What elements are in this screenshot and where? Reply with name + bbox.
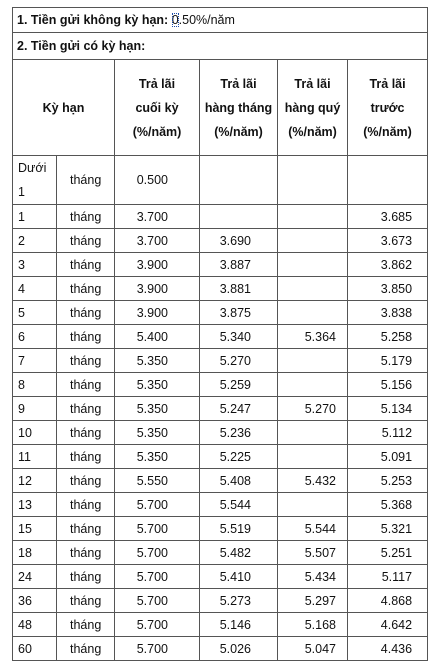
header-term: Kỳ hạn — [13, 60, 115, 156]
quarterly-rate-cell: 5.364 — [278, 325, 348, 349]
prepaid-rate-cell: 3.862 — [348, 253, 428, 277]
unit-cell: tháng — [57, 349, 115, 373]
unit-cell: tháng — [57, 397, 115, 421]
table-row — [13, 229, 428, 253]
term-cell: 15 — [13, 517, 57, 541]
end-of-term-rate-cell: 3.900 — [115, 301, 200, 325]
table-row — [13, 421, 428, 445]
end-of-term-rate-cell: 5.350 — [115, 349, 200, 373]
table-row — [13, 517, 428, 541]
demand-deposit-rate-selected[interactable]: 0 — [171, 13, 179, 27]
unit-cell: tháng — [57, 253, 115, 277]
prepaid-rate-cell: 5.156 — [348, 373, 428, 397]
prepaid-rate-cell: 4.868 — [348, 589, 428, 613]
quarterly-rate-cell: 5.544 — [278, 517, 348, 541]
prepaid-rate-cell: 5.091 — [348, 445, 428, 469]
demand-deposit-label: 1. Tiền gửi không kỳ hạn: — [17, 13, 169, 27]
demand-deposit-rate: .50%/năm — [178, 13, 235, 27]
monthly-rate-cell: 5.519 — [200, 517, 278, 541]
header-monthly: Trả lãi hàng tháng (%/năm) — [200, 60, 278, 156]
term-cell: 7 — [13, 349, 57, 373]
end-of-term-rate-cell: 5.700 — [115, 517, 200, 541]
monthly-rate-cell: 3.875 — [200, 301, 278, 325]
prepaid-rate-cell: 5.117 — [348, 565, 428, 589]
unit-cell: tháng — [57, 469, 115, 493]
monthly-rate-cell: 5.270 — [200, 349, 278, 373]
term-cell: 9 — [13, 397, 57, 421]
end-of-term-rate-cell: 5.400 — [115, 325, 200, 349]
end-of-term-rate-cell: 5.700 — [115, 541, 200, 565]
quarterly-rate-cell — [278, 301, 348, 325]
header-end-of-term: Trả lãi cuối kỳ (%/năm) — [115, 60, 200, 156]
monthly-rate-cell: 5.259 — [200, 373, 278, 397]
end-of-term-rate-cell: 3.900 — [115, 277, 200, 301]
interest-rate-table — [12, 7, 428, 661]
monthly-rate-cell: 5.410 — [200, 565, 278, 589]
term-cell: 60 — [13, 637, 57, 661]
quarterly-rate-cell: 5.270 — [278, 397, 348, 421]
prepaid-rate-cell — [348, 156, 428, 205]
prepaid-rate-cell: 4.436 — [348, 637, 428, 661]
header-quarterly: Trả lãi hàng quý (%/năm) — [278, 60, 348, 156]
quarterly-rate-cell — [278, 156, 348, 205]
term-cell: 8 — [13, 373, 57, 397]
unit-cell: tháng — [57, 421, 115, 445]
monthly-rate-cell: 5.225 — [200, 445, 278, 469]
monthly-rate-cell: 5.544 — [200, 493, 278, 517]
term-cell: 18 — [13, 541, 57, 565]
term-cell: 36 — [13, 589, 57, 613]
monthly-rate-cell: 5.247 — [200, 397, 278, 421]
table-row — [13, 301, 428, 325]
term-cell: 5 — [13, 301, 57, 325]
end-of-term-rate-cell: 5.700 — [115, 589, 200, 613]
unit-cell: tháng — [57, 229, 115, 253]
quarterly-rate-cell: 5.047 — [278, 637, 348, 661]
term-cell: 11 — [13, 445, 57, 469]
prepaid-rate-cell: 5.251 — [348, 541, 428, 565]
unit-cell: tháng — [57, 445, 115, 469]
table-row — [13, 373, 428, 397]
monthly-rate-cell: 5.408 — [200, 469, 278, 493]
table-row — [13, 613, 428, 637]
unit-cell: tháng — [57, 613, 115, 637]
prepaid-rate-cell: 5.134 — [348, 397, 428, 421]
quarterly-rate-cell — [278, 445, 348, 469]
interest-rate-table-wrapper — [12, 7, 427, 661]
table-row — [13, 541, 428, 565]
end-of-term-rate-cell: 5.550 — [115, 469, 200, 493]
prepaid-rate-cell: 4.642 — [348, 613, 428, 637]
end-of-term-rate-cell: 5.350 — [115, 445, 200, 469]
table-row — [13, 325, 428, 349]
unit-cell: tháng — [57, 325, 115, 349]
end-of-term-rate-cell: 5.700 — [115, 493, 200, 517]
monthly-rate-cell: 5.273 — [200, 589, 278, 613]
unit-cell: tháng — [57, 517, 115, 541]
end-of-term-rate-cell: 5.700 — [115, 637, 200, 661]
quarterly-rate-cell: 5.434 — [278, 565, 348, 589]
term-cell: 10 — [13, 421, 57, 445]
unit-cell: tháng — [57, 205, 115, 229]
monthly-rate-cell: 3.690 — [200, 229, 278, 253]
end-of-term-rate-cell: 5.350 — [115, 373, 200, 397]
demand-deposit-row — [13, 8, 428, 33]
table-row — [13, 493, 428, 517]
end-of-term-rate-cell: 3.700 — [115, 205, 200, 229]
term-cell: Dưới 1 — [13, 156, 57, 205]
quarterly-rate-cell — [278, 373, 348, 397]
unit-cell: tháng — [57, 589, 115, 613]
end-of-term-rate-cell: 5.700 — [115, 565, 200, 589]
prepaid-rate-cell: 3.685 — [348, 205, 428, 229]
term-cell: 4 — [13, 277, 57, 301]
unit-cell: tháng — [57, 565, 115, 589]
table-row — [13, 205, 428, 229]
monthly-rate-cell: 5.026 — [200, 637, 278, 661]
unit-cell: tháng — [57, 493, 115, 517]
term-cell: 3 — [13, 253, 57, 277]
monthly-rate-cell: 5.340 — [200, 325, 278, 349]
term-deposit-label: 2. Tiền gửi có kỳ hạn: — [13, 33, 428, 60]
quarterly-rate-cell — [278, 205, 348, 229]
prepaid-rate-cell: 5.258 — [348, 325, 428, 349]
table-row — [13, 445, 428, 469]
prepaid-rate-cell: 3.850 — [348, 277, 428, 301]
unit-cell: tháng — [57, 156, 115, 205]
quarterly-rate-cell — [278, 253, 348, 277]
term-cell: 48 — [13, 613, 57, 637]
table-row — [13, 637, 428, 661]
header-prepaid: Trả lãi trước (%/năm) — [348, 60, 428, 156]
term-cell: 13 — [13, 493, 57, 517]
prepaid-rate-cell: 3.673 — [348, 229, 428, 253]
quarterly-rate-cell: 5.168 — [278, 613, 348, 637]
quarterly-rate-cell: 5.507 — [278, 541, 348, 565]
monthly-rate-cell: 3.887 — [200, 253, 278, 277]
monthly-rate-cell: 5.146 — [200, 613, 278, 637]
term-deposit-row — [13, 33, 428, 60]
unit-cell: tháng — [57, 373, 115, 397]
quarterly-rate-cell: 5.297 — [278, 589, 348, 613]
table-body — [13, 156, 428, 661]
table-row — [13, 469, 428, 493]
term-cell: 1 — [13, 205, 57, 229]
prepaid-rate-cell: 3.838 — [348, 301, 428, 325]
quarterly-rate-cell — [278, 421, 348, 445]
term-cell: 6 — [13, 325, 57, 349]
table-row — [13, 397, 428, 421]
prepaid-rate-cell: 5.368 — [348, 493, 428, 517]
monthly-rate-cell: 5.482 — [200, 541, 278, 565]
unit-cell: tháng — [57, 277, 115, 301]
monthly-rate-cell — [200, 205, 278, 229]
quarterly-rate-cell — [278, 229, 348, 253]
end-of-term-rate-cell: 3.900 — [115, 253, 200, 277]
end-of-term-rate-cell: 5.350 — [115, 397, 200, 421]
quarterly-rate-cell — [278, 493, 348, 517]
term-cell: 2 — [13, 229, 57, 253]
table-row — [13, 277, 428, 301]
table-row — [13, 589, 428, 613]
table-row — [13, 253, 428, 277]
quarterly-rate-cell — [278, 349, 348, 373]
table-row — [13, 156, 428, 205]
end-of-term-rate-cell: 3.700 — [115, 229, 200, 253]
end-of-term-rate-cell: 5.350 — [115, 421, 200, 445]
table-row — [13, 349, 428, 373]
monthly-rate-cell: 5.236 — [200, 421, 278, 445]
end-of-term-rate-cell: 0.500 — [115, 156, 200, 205]
quarterly-rate-cell: 5.432 — [278, 469, 348, 493]
unit-cell: tháng — [57, 637, 115, 661]
quarterly-rate-cell — [278, 277, 348, 301]
prepaid-rate-cell: 5.321 — [348, 517, 428, 541]
monthly-rate-cell — [200, 156, 278, 205]
table-header-row — [13, 60, 428, 156]
demand-deposit-cell — [13, 8, 428, 33]
unit-cell: tháng — [57, 301, 115, 325]
monthly-rate-cell: 3.881 — [200, 277, 278, 301]
prepaid-rate-cell: 5.253 — [348, 469, 428, 493]
unit-cell: tháng — [57, 541, 115, 565]
table-row — [13, 565, 428, 589]
end-of-term-rate-cell: 5.700 — [115, 613, 200, 637]
term-cell: 24 — [13, 565, 57, 589]
term-cell: 12 — [13, 469, 57, 493]
prepaid-rate-cell: 5.179 — [348, 349, 428, 373]
prepaid-rate-cell: 5.112 — [348, 421, 428, 445]
